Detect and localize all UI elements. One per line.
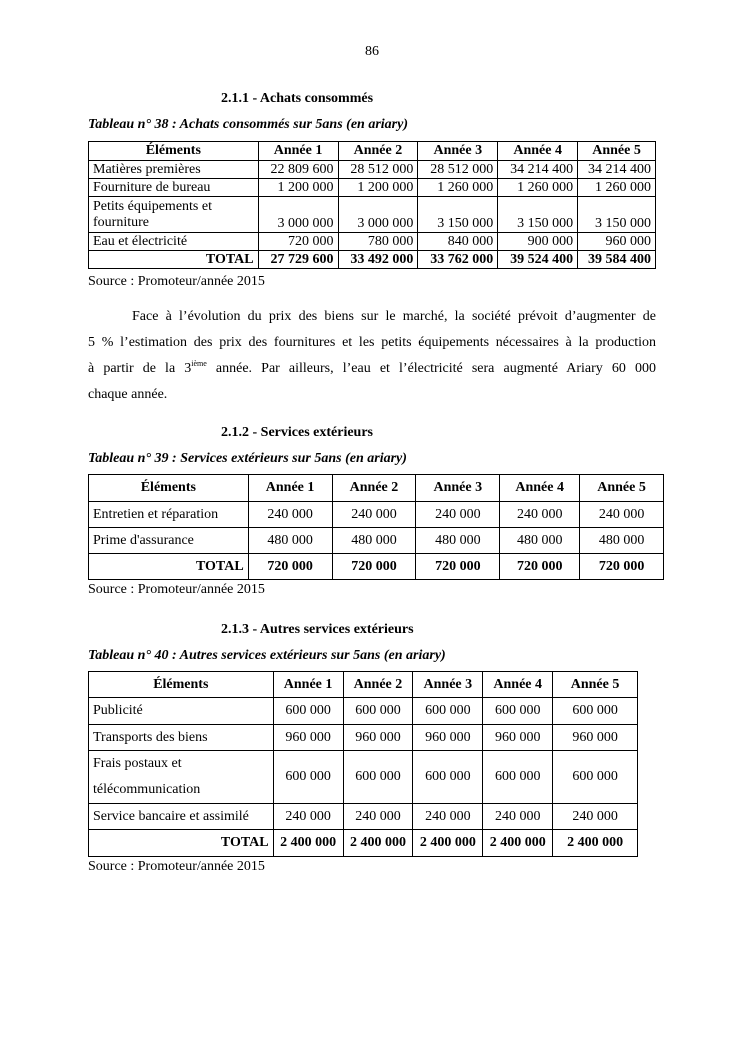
- cell-value: 960 000: [273, 725, 343, 751]
- cell-value: 600 000: [343, 698, 413, 725]
- table-39-services-exterieurs: [88, 474, 664, 580]
- header-elements: Éléments: [89, 475, 249, 502]
- header-year-5: Année 5: [553, 672, 638, 698]
- header-year-1: Année 1: [273, 672, 343, 698]
- cell-value: 720 000: [258, 233, 338, 251]
- cell-value: 480 000: [580, 528, 664, 554]
- cell-value: 480 000: [500, 528, 580, 554]
- table-38-source: Source : Promoteur/année 2015: [88, 274, 265, 289]
- total-row: [89, 830, 638, 857]
- cell-value: 240 000: [343, 804, 413, 830]
- cell-value: 780 000: [338, 233, 418, 251]
- paragraph-line-3: [88, 356, 656, 382]
- table-39-source: Source : Promoteur/année 2015: [88, 582, 265, 597]
- row-label: [89, 751, 274, 804]
- total-value: 2 400 000: [343, 830, 413, 857]
- cell-value: 3 150 000: [498, 197, 578, 233]
- table-38-caption: Tableau n° 38 : Achats consommés sur 5ans (en ariary): [88, 117, 408, 132]
- total-label: TOTAL: [89, 830, 274, 857]
- cell-value: 960 000: [553, 725, 638, 751]
- table-header-row: [89, 672, 638, 698]
- cell-value: 600 000: [553, 751, 638, 804]
- header-year-5: Année 5: [578, 142, 656, 161]
- cell-value: 480 000: [416, 528, 500, 554]
- cell-value: 240 000: [553, 804, 638, 830]
- table-row: [89, 698, 638, 725]
- table-header-row: [89, 142, 656, 161]
- cell-value: 1 260 000: [418, 179, 498, 197]
- cell-value: 1 200 000: [258, 179, 338, 197]
- row-label-line1: Frais postaux et: [93, 756, 182, 771]
- cell-value: 34 214 400: [498, 161, 578, 179]
- row-label: Eau et électricité: [89, 233, 259, 251]
- total-value: 33 492 000: [338, 251, 418, 269]
- total-row: [89, 554, 664, 580]
- header-year-4: Année 4: [500, 475, 580, 502]
- header-year-1: Année 1: [258, 142, 338, 161]
- table-row: [89, 161, 656, 179]
- total-value: 720 000: [580, 554, 664, 580]
- section-heading-services-exterieurs: 2.1.2 - Services extérieurs: [221, 425, 373, 440]
- cell-value: 34 214 400: [578, 161, 656, 179]
- total-value: 2 400 000: [273, 830, 343, 857]
- cell-value: 600 000: [413, 698, 483, 725]
- row-label: Service bancaire et assimilé: [89, 804, 274, 830]
- header-elements: Éléments: [89, 142, 259, 161]
- cell-value: 600 000: [413, 751, 483, 804]
- header-year-1: Année 1: [248, 475, 332, 502]
- cell-value: 22 809 600: [258, 161, 338, 179]
- cell-value: 960 000: [483, 725, 553, 751]
- total-row: [89, 251, 656, 269]
- paragraph-line-3-start: à partir de la 3: [88, 361, 192, 376]
- row-label: [89, 197, 259, 233]
- row-label: Matières premières: [89, 161, 259, 179]
- total-value: 720 000: [332, 554, 416, 580]
- total-value: 720 000: [248, 554, 332, 580]
- total-value: 2 400 000: [413, 830, 483, 857]
- cell-value: 240 000: [500, 502, 580, 528]
- paragraph-line-1: Face à l’évolution du prix des biens sur le marché, la société prévoit d’augmenter de: [132, 309, 656, 324]
- header-year-3: Année 3: [413, 672, 483, 698]
- table-39-caption: Tableau n° 39 : Services extérieurs sur 5ans (en ariary): [88, 451, 407, 466]
- table-row: [89, 502, 664, 528]
- row-label-line1: Petits équipements et: [93, 198, 212, 214]
- cell-value: 480 000: [248, 528, 332, 554]
- row-label: Transports des biens: [89, 725, 274, 751]
- table-40-caption: Tableau n° 40 : Autres services extérieurs sur 5ans (en ariary): [88, 648, 446, 663]
- table-38-achats-consommes: [88, 141, 656, 269]
- body-paragraph: [88, 304, 656, 408]
- cell-value: 960 000: [413, 725, 483, 751]
- cell-value: 28 512 000: [418, 161, 498, 179]
- table-row: [89, 804, 638, 830]
- header-year-3: Année 3: [418, 142, 498, 161]
- header-year-2: Année 2: [332, 475, 416, 502]
- header-elements: Éléments: [89, 672, 274, 698]
- cell-value: 600 000: [273, 751, 343, 804]
- cell-value: 240 000: [580, 502, 664, 528]
- paragraph-line-2: 5 % l’estimation des prix des fournitures et les petits équipements nécessaires à la production: [88, 335, 656, 350]
- header-year-2: Année 2: [343, 672, 413, 698]
- cell-value: 960 000: [578, 233, 656, 251]
- total-value: 39 524 400: [498, 251, 578, 269]
- row-label-line2: fourniture: [93, 214, 149, 230]
- table-row: [89, 233, 656, 251]
- header-year-4: Année 4: [498, 142, 578, 161]
- table-row: [89, 197, 656, 233]
- section-heading-achats: 2.1.1 - Achats consommés: [221, 91, 374, 106]
- cell-value: 240 000: [332, 502, 416, 528]
- cell-value: 240 000: [413, 804, 483, 830]
- cell-value: 240 000: [273, 804, 343, 830]
- header-year-2: Année 2: [338, 142, 418, 161]
- cell-value: 1 200 000: [338, 179, 418, 197]
- header-year-4: Année 4: [483, 672, 553, 698]
- paragraph-line-4: chaque année.: [88, 387, 168, 402]
- table-header-row: [89, 475, 664, 502]
- cell-value: 960 000: [343, 725, 413, 751]
- cell-value: 600 000: [553, 698, 638, 725]
- header-year-3: Année 3: [416, 475, 500, 502]
- total-value: 720 000: [416, 554, 500, 580]
- cell-value: 600 000: [273, 698, 343, 725]
- cell-value: 1 260 000: [498, 179, 578, 197]
- cell-value: 480 000: [332, 528, 416, 554]
- row-label: Prime d'assurance: [89, 528, 249, 554]
- total-value: 720 000: [500, 554, 580, 580]
- cell-value: 28 512 000: [338, 161, 418, 179]
- row-label: Publicité: [89, 698, 274, 725]
- header-year-5: Année 5: [580, 475, 664, 502]
- table-row: [89, 725, 638, 751]
- row-label: Entretien et réparation: [89, 502, 249, 528]
- table-40-source: Source : Promoteur/année 2015: [88, 859, 265, 874]
- cell-value: 1 260 000: [578, 179, 656, 197]
- section-heading-autres-services: 2.1.3 - Autres services extérieurs: [221, 622, 414, 637]
- row-label: Fourniture de bureau: [89, 179, 259, 197]
- total-value: 39 584 400: [578, 251, 656, 269]
- table-row: [89, 528, 664, 554]
- page-number: 86: [365, 44, 379, 59]
- total-value: 2 400 000: [553, 830, 638, 857]
- cell-value: 600 000: [483, 751, 553, 804]
- cell-value: 900 000: [498, 233, 578, 251]
- cell-value: 240 000: [483, 804, 553, 830]
- paragraph-line-3-end: année. Par ailleurs, l’eau et l’électricité sera augmenté Ariary 60 000: [206, 361, 656, 376]
- table-row: [89, 179, 656, 197]
- cell-value: 240 000: [416, 502, 500, 528]
- table-40-autres-services-exterieurs: [88, 671, 638, 857]
- total-value: 33 762 000: [418, 251, 498, 269]
- cell-value: 600 000: [483, 698, 553, 725]
- cell-value: 600 000: [343, 751, 413, 804]
- cell-value: 840 000: [418, 233, 498, 251]
- total-label: TOTAL: [89, 251, 259, 269]
- cell-value: 3 000 000: [338, 197, 418, 233]
- total-value: 27 729 600: [258, 251, 338, 269]
- cell-value: 3 150 000: [418, 197, 498, 233]
- cell-value: 3 000 000: [258, 197, 338, 233]
- total-label: TOTAL: [89, 554, 249, 580]
- table-row: [89, 751, 638, 804]
- cell-value: 3 150 000: [578, 197, 656, 233]
- paragraph-superscript: ième: [191, 359, 207, 368]
- total-value: 2 400 000: [483, 830, 553, 857]
- cell-value: 240 000: [248, 502, 332, 528]
- row-label-line2: télécommunication: [93, 782, 201, 797]
